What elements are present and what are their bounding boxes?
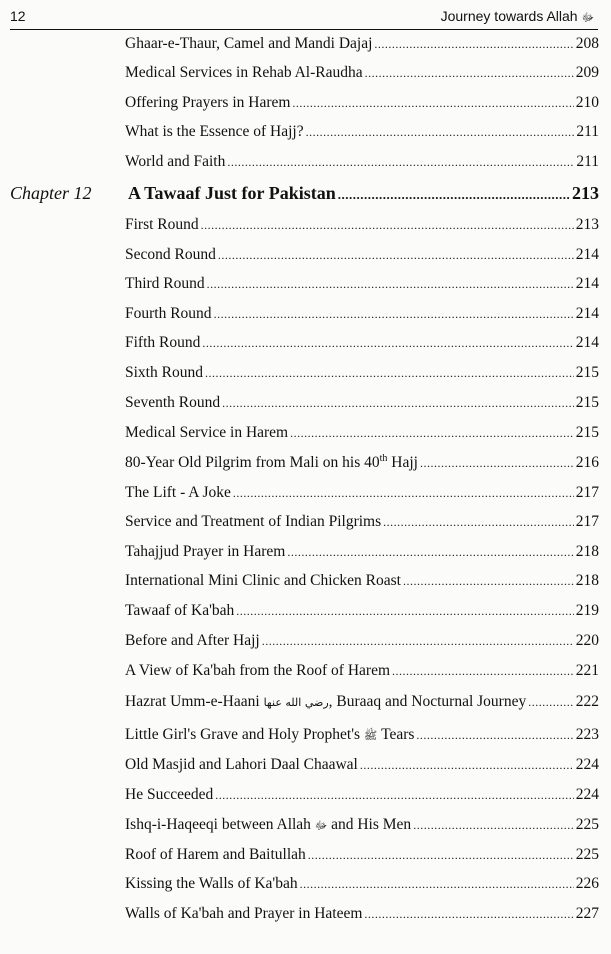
toc-entry: Fifth Round ..... 214 (125, 334, 599, 356)
toc-entry: Walls of Ka'bah and Prayer in Hateem ..... 227 (125, 905, 599, 927)
page-number: 12 (10, 8, 26, 24)
toc-entry: Old Masjid and Lahori Daal Chaawal ..... 224 (125, 756, 599, 778)
toc-entry: Little Girl's Grave and Holy Prophet's ﷺ Tears ..... 223 (125, 726, 599, 748)
toc-entry: The Lift - A Joke ..... 217 (125, 484, 599, 506)
honorific-glyph-icon: رضي الله عنها (263, 696, 329, 709)
toc-entry: Medical Services in Rehab Al-Raudha ..... 209 (125, 64, 599, 86)
chapter-label: Chapter 12 (10, 183, 92, 203)
toc-entry: Fourth Round ..... 214 (125, 305, 599, 327)
toc-entry: Before and After Hajj ..... 220 (125, 632, 599, 654)
toc-entry: Seventh Round ..... 215 (125, 394, 599, 416)
toc-entry: Sixth Round ..... 215 (125, 364, 599, 386)
toc-entry: Service and Treatment of Indian Pilgrims ..... 217 (125, 513, 599, 535)
allah-glyph-icon: ﷻ (314, 819, 328, 832)
toc-entry: Tahajjud Prayer in Harem ..... 218 (125, 543, 599, 565)
toc-entry: First Round ..... 213 (125, 216, 599, 238)
toc-entry: Hazrat Umm-e-Haani رضي الله عنها, Buraaq and Nocturnal Journey ..... 222 (125, 693, 599, 715)
toc-entry: Medical Service in Harem ..... 215 (125, 424, 599, 446)
toc-entry: International Mini Clinic and Chicken Roast ..... 218 (125, 572, 599, 594)
running-title (441, 8, 594, 27)
toc-entry: 80-Year Old Pilgrim from Mali on his 40th Hajj ..... 216 (125, 454, 599, 476)
toc-entry: Roof of Harem and Baitullah ..... 225 (125, 846, 599, 868)
toc-entry: Offering Prayers in Harem ..... 210 (125, 94, 599, 116)
toc-entry: Ghaar-e-Thaur, Camel and Mandi Dajaj ..... 208 (125, 35, 599, 57)
toc-entry: Kissing the Walls of Ka'bah ..... 226 (125, 875, 599, 897)
toc-entry: Third Round ..... 214 (125, 275, 599, 297)
salutation-glyph-icon: ﷺ (363, 729, 378, 742)
toc-entry: Ishq-i-Haqeeqi between Allah ﷻ and His Men ..... 225 (125, 816, 599, 838)
chapter-heading: A Tawaaf Just for Pakistan ..... 213 (128, 183, 599, 205)
toc-entry: A View of Ka'bah from the Roof of Harem ..... 221 (125, 662, 599, 684)
page-header (10, 7, 598, 30)
running-title-text: Journey towards Allah (440, 8, 578, 24)
toc-entry: Second Round ..... 214 (125, 246, 599, 268)
toc-entry: He Succeeded ..... 224 (125, 786, 599, 808)
toc-entry: World and Faith ..... 211 (125, 153, 599, 175)
toc-entry: What is the Essence of Hajj? ..... 211 (125, 123, 599, 145)
allah-glyph-icon: ﷻ (581, 11, 594, 24)
toc-entry: Tawaaf of Ka'bah ..... 219 (125, 602, 599, 624)
